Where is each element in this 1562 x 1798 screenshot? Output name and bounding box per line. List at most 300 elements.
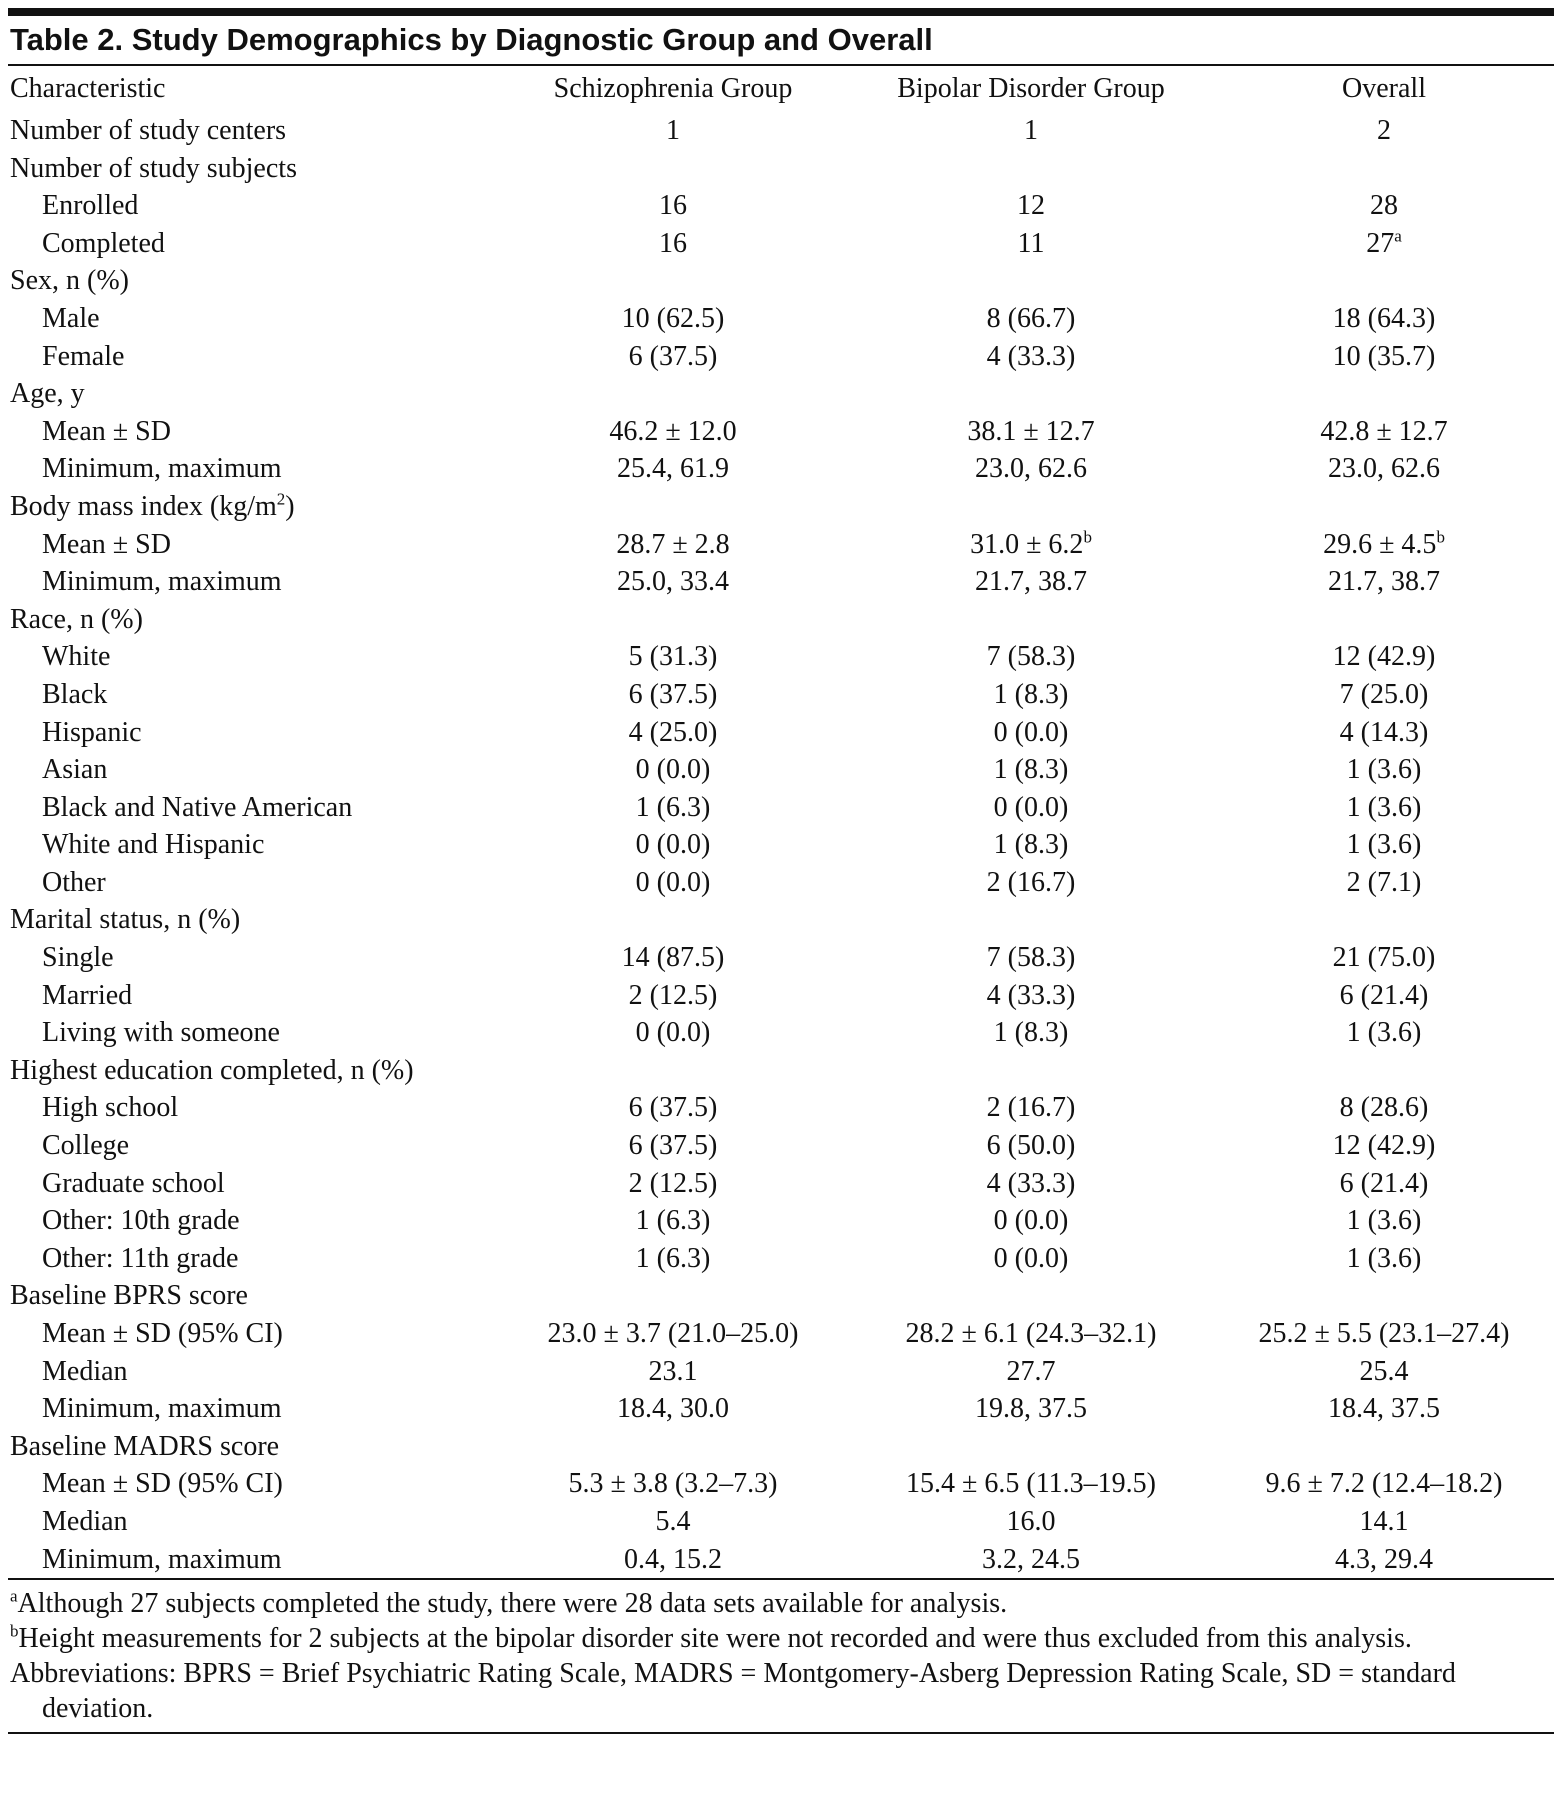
cell-value: 2 (12.5) <box>628 979 718 1011</box>
row-label-text: Number of study centers <box>10 115 287 146</box>
row-label-text: Mean ± SD (95% CI) <box>42 1468 283 1500</box>
cell-schizophrenia <box>498 563 848 601</box>
cell-schizophrenia <box>498 1465 848 1503</box>
row-label-text: Asian <box>42 754 108 786</box>
row-label-text: Minimum, maximum <box>42 1543 282 1575</box>
cell-value: 1 (6.3) <box>635 1205 711 1237</box>
cell-bipolar <box>848 1127 1214 1165</box>
cell-schizophrenia <box>498 977 848 1015</box>
cell-value: 18 (64.3) <box>1332 302 1436 334</box>
cell-bipolar <box>848 1541 1214 1579</box>
row-label-text: Highest education completed, n (%) <box>10 1054 414 1086</box>
table-row <box>8 1240 1554 1278</box>
table-row <box>8 225 1554 263</box>
cell-overall <box>1214 1089 1554 1127</box>
cell-bipolar <box>848 676 1214 714</box>
table-row <box>8 1353 1554 1391</box>
row-label <box>8 864 498 902</box>
row-label <box>8 901 498 939</box>
cell-schizophrenia <box>498 1390 848 1428</box>
cell-value: 1 (6.3) <box>635 791 711 823</box>
cell-overall <box>1214 676 1554 714</box>
cell-bipolar <box>848 300 1214 338</box>
cell-overall <box>1214 1353 1554 1391</box>
row-label <box>8 1428 498 1466</box>
row-label <box>8 1277 498 1315</box>
table-row <box>8 1202 1554 1240</box>
cell-overall <box>1214 526 1554 564</box>
table-title: Table 2. Study Demographics by Diagnostic Group and Overall <box>10 22 933 57</box>
cell-bipolar <box>848 789 1214 827</box>
cell-schizophrenia <box>498 262 848 300</box>
cell-overall <box>1214 714 1554 752</box>
table-row <box>8 901 1554 939</box>
cell-value: 1 (3.6) <box>1346 1242 1422 1274</box>
cell-value: 25.4 <box>1359 1355 1409 1387</box>
cell-value: 1 (3.6) <box>1346 829 1422 861</box>
cell-bipolar <box>848 150 1214 188</box>
cell-value: 29.6 ± 4.5 <box>1323 528 1437 560</box>
cell-value: 1 (6.3) <box>635 1242 711 1274</box>
row-label <box>8 1503 498 1541</box>
cell-value: 4 (33.3) <box>986 1167 1076 1199</box>
cell-value: 10 (62.5) <box>621 302 725 334</box>
table-row <box>8 150 1554 188</box>
cell-bipolar <box>848 112 1214 150</box>
footnote-a <box>8 1586 1554 1621</box>
cell-schizophrenia <box>498 338 848 376</box>
row-label-text: White and Hispanic <box>42 829 265 861</box>
cell-bipolar <box>848 1465 1214 1503</box>
table-row <box>8 751 1554 789</box>
column-header-schizophrenia: Schizophrenia Group <box>553 73 793 104</box>
table-row <box>8 864 1554 902</box>
cell-schizophrenia <box>498 225 848 263</box>
cell-value: 25.2 ± 5.5 (23.1–27.4) <box>1258 1318 1510 1349</box>
cell-value: 1 (8.3) <box>993 678 1069 710</box>
cell-value: 1 (3.6) <box>1346 1017 1422 1049</box>
cell-value: 6 (21.4) <box>1339 979 1429 1011</box>
cell-overall <box>1214 1541 1554 1579</box>
cell-overall <box>1214 1503 1554 1541</box>
cell-overall <box>1214 1315 1554 1353</box>
cell-value: 0 (0.0) <box>993 791 1069 823</box>
cell-value: 4 (33.3) <box>986 979 1076 1011</box>
row-label-text: Minimum, maximum <box>42 566 282 598</box>
cell-bipolar <box>848 1503 1214 1541</box>
row-label <box>8 1202 498 1240</box>
row-label <box>8 789 498 827</box>
cell-bipolar <box>848 977 1214 1015</box>
table-row <box>8 300 1554 338</box>
cell-schizophrenia <box>498 450 848 488</box>
row-label <box>8 375 498 413</box>
cell-value: 0 (0.0) <box>993 1242 1069 1274</box>
cell-overall <box>1214 826 1554 864</box>
table-row <box>8 1277 1554 1315</box>
row-label <box>8 1014 498 1052</box>
cell-overall <box>1214 375 1554 413</box>
row-label <box>8 601 498 639</box>
row-label-text: Age, y <box>10 378 85 410</box>
abbreviations: Abbreviations: BPRS = Brief Psychiatric Rating Scale, MADRS = Montgomery-Asberg Depression Rating Scale, SD = standard deviation. <box>10 1658 1456 1725</box>
cell-bipolar <box>848 714 1214 752</box>
cell-schizophrenia <box>498 1202 848 1240</box>
cell-value: 5 (31.3) <box>628 641 718 673</box>
row-label-text: White <box>42 641 111 673</box>
cell-value: 21.7, 38.7 <box>975 566 1087 598</box>
cell-overall <box>1214 1240 1554 1278</box>
table-row <box>8 676 1554 714</box>
cell-value: 2 (16.7) <box>986 866 1076 898</box>
cell-bipolar <box>848 601 1214 639</box>
table-container <box>8 8 1554 1734</box>
cell-value: 2 <box>1377 115 1391 146</box>
row-label <box>8 300 498 338</box>
row-label-text: Other: 11th grade <box>42 1242 239 1274</box>
cell-overall <box>1214 225 1554 263</box>
row-label <box>8 1089 498 1127</box>
cell-bipolar <box>848 375 1214 413</box>
cell-bipolar <box>848 1353 1214 1391</box>
row-label-text: Race, n (%) <box>10 603 143 635</box>
cell-value: 27 <box>1366 227 1395 259</box>
footnote-text: Height measurements for 2 subjects at the bipolar disorder site were not recorded and were thus excluded from this analysis. <box>18 1623 1412 1655</box>
cell-value: 12 (42.9) <box>1332 1130 1436 1162</box>
row-label-text: Minimum, maximum <box>42 453 282 485</box>
cell-bipolar <box>848 262 1214 300</box>
cell-value: 14 (87.5) <box>621 942 725 974</box>
row-label <box>8 1390 498 1428</box>
cell-value: 4 (14.3) <box>1339 716 1429 748</box>
cell-value: 0 (0.0) <box>993 1205 1069 1237</box>
cell-overall <box>1214 1165 1554 1203</box>
table-row <box>8 714 1554 752</box>
cell-bipolar <box>848 751 1214 789</box>
cell-overall <box>1214 939 1554 977</box>
footnote-b <box>8 1621 1554 1656</box>
cell-value: 10 (35.7) <box>1332 340 1436 372</box>
table-row <box>8 1390 1554 1428</box>
cell-value: 2 (7.1) <box>1346 866 1422 898</box>
cell-bipolar <box>848 526 1214 564</box>
table-row <box>8 1089 1554 1127</box>
cell-schizophrenia <box>498 1353 848 1391</box>
cell-schizophrenia <box>498 375 848 413</box>
cell-value: 5.4 <box>655 1505 691 1537</box>
row-label <box>8 1240 498 1278</box>
cell-value: 1 (3.6) <box>1346 791 1422 823</box>
row-label <box>8 488 498 526</box>
row-label <box>8 413 498 451</box>
cell-schizophrenia <box>498 1127 848 1165</box>
cell-schizophrenia <box>498 1089 848 1127</box>
table-row <box>8 1541 1554 1579</box>
row-label <box>8 751 498 789</box>
cell-value: 3.2, 24.5 <box>982 1543 1080 1575</box>
cell-value: 1 (8.3) <box>993 829 1069 861</box>
table-header <box>8 66 1554 112</box>
cell-schizophrenia <box>498 1052 848 1090</box>
cell-bipolar <box>848 864 1214 902</box>
cell-bipolar <box>848 1165 1214 1203</box>
cell-value: 1 (3.6) <box>1346 1205 1422 1237</box>
cell-value: 7 (58.3) <box>986 942 1076 974</box>
cell-value: 2 (16.7) <box>986 1092 1076 1124</box>
row-label <box>8 338 498 376</box>
cell-value: 16 <box>659 227 687 259</box>
cell-bipolar <box>848 1277 1214 1315</box>
row-label <box>8 1127 498 1165</box>
table-row <box>8 112 1554 150</box>
cell-schizophrenia <box>498 413 848 451</box>
cell-schizophrenia <box>498 751 848 789</box>
cell-value: 28.7 ± 2.8 <box>616 528 730 560</box>
cell-schizophrenia <box>498 939 848 977</box>
cell-schizophrenia <box>498 1277 848 1315</box>
cell-schizophrenia <box>498 601 848 639</box>
row-label <box>8 563 498 601</box>
column-header-characteristic: Characteristic <box>10 73 166 104</box>
row-label-text: Living with someone <box>42 1017 280 1049</box>
cell-overall <box>1214 338 1554 376</box>
cell-schizophrenia <box>498 1315 848 1353</box>
cell-schizophrenia <box>498 1014 848 1052</box>
row-label-text: Marital status, n (%) <box>10 904 241 936</box>
cell-overall <box>1214 450 1554 488</box>
table-row <box>8 1503 1554 1541</box>
footnote-mark: a <box>10 1586 18 1606</box>
table-row <box>8 638 1554 676</box>
table-row <box>8 338 1554 376</box>
row-label-text: Mean ± SD <box>42 528 171 560</box>
cell-value: 6 (50.0) <box>986 1130 1076 1162</box>
table-row <box>8 1315 1554 1353</box>
cell-value: 0 (0.0) <box>635 829 711 861</box>
table-row <box>8 375 1554 413</box>
cell-value: 16 <box>659 190 687 222</box>
cell-overall <box>1214 563 1554 601</box>
cell-bipolar <box>848 1052 1214 1090</box>
row-label-text: Completed <box>42 227 165 259</box>
cell-overall <box>1214 187 1554 225</box>
table-row <box>8 450 1554 488</box>
cell-value: 19.8, 37.5 <box>975 1393 1087 1425</box>
row-label <box>8 1353 498 1391</box>
table-row <box>8 939 1554 977</box>
row-label-text: Baseline BPRS score <box>10 1280 248 1312</box>
row-label-text: Female <box>42 340 125 372</box>
cell-footnote-mark: b <box>1083 527 1092 547</box>
cell-value: 8 (28.6) <box>1339 1092 1429 1124</box>
row-label <box>8 150 498 188</box>
row-label <box>8 826 498 864</box>
cell-value: 9.6 ± 7.2 (12.4–18.2) <box>1265 1468 1503 1500</box>
cell-bipolar <box>848 413 1214 451</box>
cell-value: 11 <box>1017 227 1045 259</box>
cell-schizophrenia <box>498 826 848 864</box>
row-label-text: Graduate school <box>42 1167 225 1199</box>
row-label <box>8 1465 498 1503</box>
row-label-text: Single <box>42 942 114 974</box>
cell-value: 21.7, 38.7 <box>1328 566 1440 598</box>
cell-schizophrenia <box>498 1541 848 1579</box>
cell-overall <box>1214 1390 1554 1428</box>
cell-overall <box>1214 1052 1554 1090</box>
table-row <box>8 1052 1554 1090</box>
cell-schizophrenia <box>498 150 848 188</box>
cell-bipolar <box>848 1202 1214 1240</box>
cell-bipolar <box>848 638 1214 676</box>
cell-overall <box>1214 262 1554 300</box>
cell-value: 21 (75.0) <box>1332 942 1436 974</box>
table-row <box>8 1165 1554 1203</box>
table-row <box>8 1465 1554 1503</box>
row-label-text: Enrolled <box>42 190 139 222</box>
cell-bipolar <box>848 1014 1214 1052</box>
demographics-table <box>8 66 1554 1578</box>
cell-bipolar <box>848 450 1214 488</box>
cell-schizophrenia <box>498 300 848 338</box>
cell-schizophrenia <box>498 1428 848 1466</box>
cell-value: 6 (37.5) <box>628 1092 718 1124</box>
end-rule <box>8 1732 1554 1734</box>
row-label-text: Number of study subjects <box>10 152 297 184</box>
cell-value: 4 (25.0) <box>628 716 718 748</box>
table-row <box>8 488 1554 526</box>
cell-value: 1 (8.3) <box>993 1017 1069 1049</box>
row-label-tail: ) <box>285 490 295 522</box>
table-row <box>8 826 1554 864</box>
cell-value: 6 (37.5) <box>628 678 718 710</box>
cell-value: 15.4 ± 6.5 (11.3–19.5) <box>906 1468 1156 1500</box>
cell-value: 23.0, 62.6 <box>975 453 1087 485</box>
row-label-text: Body mass index (kg/m <box>10 490 277 522</box>
cell-value: 4 (33.3) <box>986 340 1076 372</box>
cell-overall <box>1214 901 1554 939</box>
table-row <box>8 977 1554 1015</box>
cell-schizophrenia <box>498 714 848 752</box>
cell-schizophrenia <box>498 488 848 526</box>
row-label <box>8 638 498 676</box>
cell-value: 4.3, 29.4 <box>1335 1543 1433 1575</box>
row-label-text: High school <box>42 1092 179 1124</box>
cell-overall <box>1214 977 1554 1015</box>
header-row <box>8 66 1554 112</box>
cell-value: 25.0, 33.4 <box>617 566 729 598</box>
cell-overall <box>1214 864 1554 902</box>
row-label-text: College <box>42 1130 130 1162</box>
cell-value: 23.1 <box>648 1355 698 1387</box>
cell-value: 42.8 ± 12.7 <box>1320 415 1448 447</box>
column-header-overall: Overall <box>1342 73 1426 104</box>
cell-overall <box>1214 1428 1554 1466</box>
cell-bipolar <box>848 826 1214 864</box>
cell-value: 12 <box>1017 190 1045 222</box>
cell-bipolar <box>848 1315 1214 1353</box>
footnote-mark: b <box>10 1621 19 1641</box>
top-rule <box>8 8 1554 16</box>
row-label-text: Hispanic <box>42 716 142 748</box>
cell-value: 31.0 ± 6.2 <box>970 528 1084 560</box>
row-label-text: Black <box>42 678 108 710</box>
cell-value: 25.4, 61.9 <box>617 453 729 485</box>
row-label-text: Median <box>42 1505 128 1537</box>
table-body <box>8 112 1554 1578</box>
cell-value: 0.4, 15.2 <box>624 1543 722 1575</box>
cell-value: 0 (0.0) <box>635 1017 711 1049</box>
footnotes <box>8 1580 1554 1732</box>
row-label-text: Median <box>42 1355 128 1387</box>
row-label <box>8 526 498 564</box>
cell-value: 0 (0.0) <box>635 866 711 898</box>
cell-bipolar <box>848 1240 1214 1278</box>
row-label <box>8 977 498 1015</box>
cell-overall <box>1214 488 1554 526</box>
cell-overall <box>1214 1202 1554 1240</box>
row-label <box>8 450 498 488</box>
cell-value: 1 <box>666 115 680 146</box>
row-label-text: Sex, n (%) <box>10 265 129 297</box>
row-label-text: Mean ± SD (95% CI) <box>42 1318 283 1349</box>
row-label <box>8 939 498 977</box>
row-label <box>8 225 498 263</box>
cell-overall <box>1214 1014 1554 1052</box>
cell-bipolar <box>848 939 1214 977</box>
cell-overall <box>1214 601 1554 639</box>
table-row <box>8 563 1554 601</box>
row-label-text: Other: 10th grade <box>42 1205 240 1237</box>
row-label-text: Baseline MADRS score <box>10 1430 280 1462</box>
cell-value: 27.7 <box>1006 1355 1056 1387</box>
cell-bipolar <box>848 1428 1214 1466</box>
row-label <box>8 112 498 150</box>
row-label-text: Black and Native American <box>42 791 353 823</box>
column-header-bipolar: Bipolar Disorder Group <box>897 73 1165 104</box>
cell-schizophrenia <box>498 1503 848 1541</box>
cell-value: 8 (66.7) <box>986 302 1076 334</box>
cell-overall <box>1214 751 1554 789</box>
cell-schizophrenia <box>498 864 848 902</box>
cell-schizophrenia <box>498 526 848 564</box>
cell-value: 28 <box>1370 190 1398 222</box>
row-label <box>8 1165 498 1203</box>
table-row <box>8 601 1554 639</box>
cell-footnote-mark: a <box>1394 226 1402 246</box>
row-label <box>8 676 498 714</box>
cell-value: 46.2 ± 12.0 <box>609 415 737 447</box>
cell-value: 0 (0.0) <box>993 716 1069 748</box>
table-row <box>8 1127 1554 1165</box>
row-label <box>8 262 498 300</box>
cell-bipolar <box>848 901 1214 939</box>
cell-value: 38.1 ± 12.7 <box>967 415 1095 447</box>
cell-value: 23.0 ± 3.7 (21.0–25.0) <box>547 1318 799 1349</box>
cell-value: 14.1 <box>1359 1505 1409 1537</box>
cell-value: 1 (3.6) <box>1346 754 1422 786</box>
cell-schizophrenia <box>498 789 848 827</box>
cell-value: 6 (37.5) <box>628 1130 718 1162</box>
cell-overall <box>1214 1465 1554 1503</box>
cell-overall <box>1214 112 1554 150</box>
table-row <box>8 789 1554 827</box>
cell-value: 5.3 ± 3.8 (3.2–7.3) <box>568 1468 778 1500</box>
cell-value: 6 (21.4) <box>1339 1167 1429 1199</box>
cell-schizophrenia <box>498 901 848 939</box>
row-label <box>8 187 498 225</box>
row-label-text: Other <box>42 866 106 898</box>
table-row <box>8 413 1554 451</box>
